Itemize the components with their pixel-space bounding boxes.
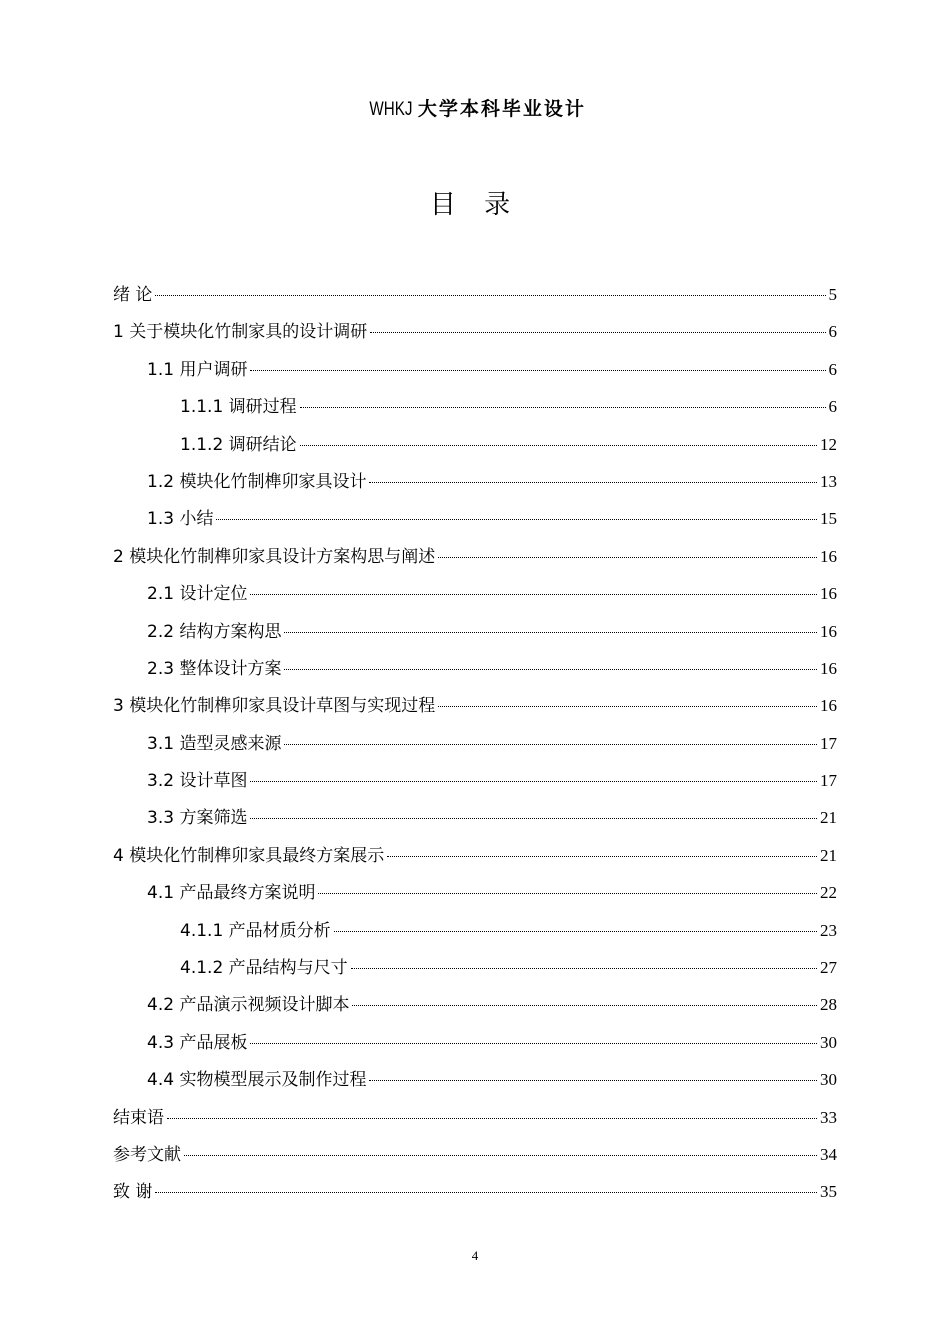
toc-dot-leader	[155, 1192, 817, 1193]
toc-entry[interactable]	[113, 1136, 837, 1173]
toc-entry-label: 参考文献	[113, 1144, 181, 1165]
toc-entry-page: 22	[820, 883, 837, 903]
toc-entry[interactable]	[113, 276, 837, 313]
toc-entry-page: 12	[820, 434, 837, 454]
toc-entry-page: 30	[820, 1032, 837, 1052]
toc-dot-leader	[300, 445, 817, 446]
toc-dot-leader	[284, 669, 817, 670]
toc-entry-page: 5	[828, 285, 837, 304]
toc-dot-leader	[284, 632, 817, 633]
toc-entry-label: 4.1.1 产品材质分析	[180, 920, 331, 941]
toc-dot-leader	[334, 931, 817, 932]
toc-entry[interactable]	[113, 1099, 837, 1136]
toc-entry-label: 1 关于模块化竹制家具的设计调研	[113, 322, 368, 343]
toc-dot-leader	[351, 968, 817, 969]
toc-dot-leader	[250, 781, 817, 782]
toc-entry[interactable]	[113, 837, 837, 874]
toc-entry[interactable]	[113, 799, 837, 836]
header-cjk-text: 大学本科毕业设计	[417, 98, 586, 120]
toc-entry[interactable]	[113, 351, 837, 388]
toc-entry[interactable]	[113, 725, 837, 762]
toc-entry-label: 致 谢	[113, 1182, 153, 1203]
toc-dot-leader	[250, 594, 817, 595]
toc-dot-leader	[318, 893, 817, 894]
toc-entry-label: 1.1.2 调研结论	[180, 434, 297, 455]
toc-dot-leader	[438, 557, 817, 558]
toc-entry-label: 2.3 整体设计方案	[147, 658, 282, 679]
toc-dot-leader	[370, 332, 825, 333]
toc-entry-label: 4.4 实物模型展示及制作过程	[147, 1070, 367, 1091]
toc-entry-label: 结束语	[113, 1107, 164, 1128]
toc-dot-leader	[300, 407, 826, 408]
toc-dot-leader	[352, 1005, 817, 1006]
toc-entry[interactable]	[113, 538, 837, 575]
toc-entry[interactable]	[113, 575, 837, 612]
toc-dot-leader	[250, 1043, 817, 1044]
toc-entry-label: 2.1 设计定位	[147, 584, 248, 605]
toc-entry-label: 4.1.2 产品结构与尺寸	[180, 958, 348, 979]
toc-entry-label: 3 模块化竹制榫卯家具设计草图与实现过程	[113, 696, 436, 717]
toc-entry-page: 35	[820, 1182, 837, 1202]
toc-dot-leader	[250, 370, 825, 371]
toc-entry-page: 21	[820, 808, 837, 828]
toc-entry[interactable]	[113, 762, 837, 799]
toc-entry-label: 4.2 产品演示视频设计脚本	[147, 995, 350, 1016]
toc-entry[interactable]	[113, 912, 837, 949]
toc-entry-label: 2 模块化竹制榫卯家具设计方案构思与阐述	[113, 546, 436, 567]
toc-entry-label: 4.3 产品展板	[147, 1032, 248, 1053]
toc-entry[interactable]	[113, 986, 837, 1023]
toc-entry[interactable]	[113, 388, 837, 425]
toc-title: 目 录	[429, 190, 521, 220]
toc-dot-leader	[155, 295, 825, 296]
toc-entry-label: 4 模块化竹制榫卯家具最终方案展示	[113, 845, 385, 866]
toc-entry-page: 34	[820, 1144, 837, 1164]
toc-entry-page: 13	[820, 471, 837, 491]
toc-entry[interactable]	[113, 1024, 837, 1061]
toc-entry-page: 16	[820, 621, 837, 641]
toc-entry-page: 33	[820, 1107, 837, 1127]
table-of-contents	[113, 276, 837, 1211]
toc-entry-page: 23	[820, 920, 837, 940]
toc-entry-label: 2.2 结构方案构思	[147, 621, 282, 642]
toc-entry-label: 1.1.1 调研过程	[180, 397, 297, 418]
toc-entry-label: 4.1 产品最终方案说明	[147, 883, 316, 904]
toc-entry-label: 1.3 小结	[147, 509, 214, 530]
toc-dot-leader	[369, 1080, 817, 1081]
toc-entry-page: 6	[828, 322, 837, 342]
toc-entry[interactable]	[113, 687, 837, 724]
toc-entry-label: 3.3 方案筛选	[147, 808, 248, 829]
toc-entry-page: 30	[820, 1070, 837, 1090]
toc-entry-page: 17	[820, 733, 837, 753]
toc-entry[interactable]	[113, 874, 837, 911]
toc-entry[interactable]	[113, 1061, 837, 1098]
toc-entry-page: 15	[820, 509, 837, 529]
toc-entry-page: 6	[828, 397, 837, 417]
toc-entry[interactable]	[113, 426, 837, 463]
toc-entry-page: 16	[820, 546, 837, 566]
toc-dot-leader	[167, 1118, 817, 1119]
toc-entry-page: 16	[820, 696, 837, 716]
toc-dot-leader	[284, 744, 817, 745]
toc-dot-leader	[216, 519, 817, 520]
toc-entry[interactable]	[113, 949, 837, 986]
toc-entry-page: 27	[820, 958, 837, 978]
toc-entry[interactable]	[113, 1173, 837, 1210]
toc-entry-label: 3.1 造型灵感来源	[147, 733, 282, 754]
header-latin-text: WHKJ	[369, 99, 413, 120]
toc-entry[interactable]	[113, 313, 837, 350]
toc-entry-page: 28	[820, 995, 837, 1015]
toc-entry[interactable]	[113, 613, 837, 650]
toc-entry-page: 6	[828, 359, 837, 379]
toc-dot-leader	[250, 818, 817, 819]
toc-entry-page: 16	[820, 584, 837, 604]
toc-dot-leader	[369, 482, 817, 483]
toc-entry-label: 绪 论	[113, 285, 153, 305]
toc-entry[interactable]	[113, 500, 837, 537]
toc-entry-page: 17	[820, 771, 837, 791]
toc-entry[interactable]	[113, 463, 837, 500]
toc-dot-leader	[184, 1155, 817, 1156]
toc-dot-leader	[438, 706, 817, 707]
toc-dot-leader	[387, 856, 817, 857]
toc-entry-label: 1.1 用户调研	[147, 359, 248, 380]
toc-entry-label: 3.2 设计草图	[147, 771, 248, 792]
page-number: 4	[471, 1248, 479, 1263]
toc-entry[interactable]	[113, 650, 837, 687]
running-header	[0, 94, 950, 121]
toc-entry-page: 16	[820, 658, 837, 678]
toc-entry-label: 1.2 模块化竹制榫卯家具设计	[147, 471, 367, 492]
toc-entry-page: 21	[820, 845, 837, 865]
